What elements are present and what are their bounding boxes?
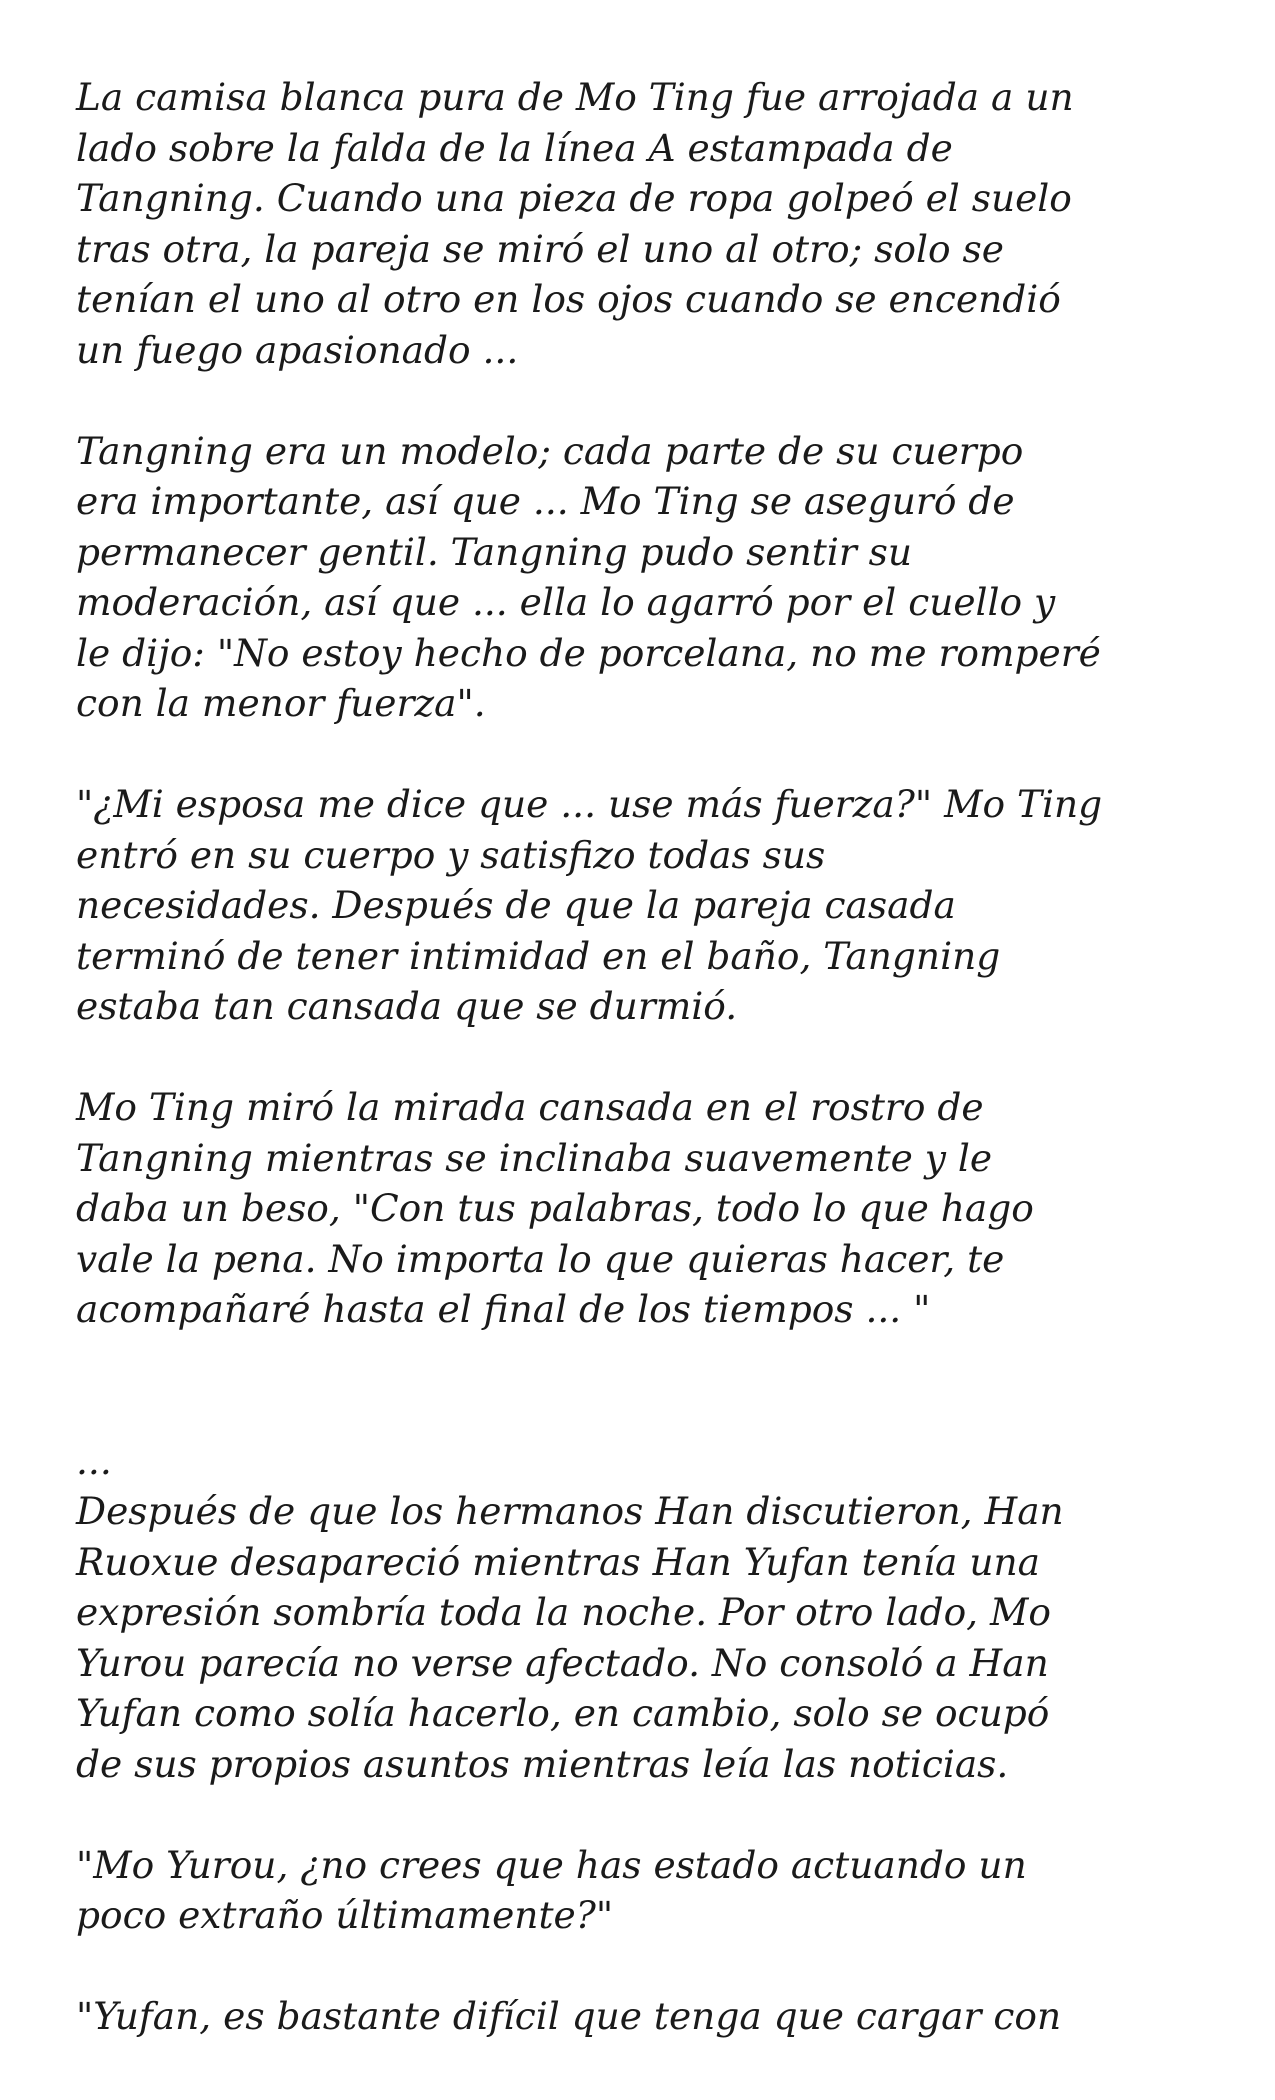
text-line: entró en su cuerpo y satisfizo todas sus [76,832,826,877]
paragraph-7 [76,1991,1216,2042]
document-page [76,72,1216,2042]
text-line: necesidades. Después de que la pareja casada [76,883,956,927]
text-line: Tangning. Cuando una pieza de ropa golpeó el suelo [76,176,1072,220]
text-line: vale la pena. No importa lo que quieras hacer, te [76,1236,1005,1281]
text-line: expresión sombría toda la noche. Por otro lado, Mo [76,1590,1051,1634]
text-line: Yufan como solía hacerlo, en cambio, solo se ocupó [76,1691,1050,1735]
text-line: La camisa blanca pura de Mo Ting fue arrojada a un [76,75,1074,119]
text-line: terminó de tener intimidad en el baño, Tangning [76,933,1001,978]
text-line: le dijo: "No estoy hecho de porcelana, no me romperé [76,630,1101,675]
text-line: un fuego apasionado ... [76,327,519,372]
paragraph-1 [76,72,1216,375]
text-line: tenían el uno al otro en los ojos cuando se encendió [76,277,1061,321]
text-line: Después de que los hermanos Han discutieron, Han [76,1489,1064,1533]
text-line: con la menor fuerza". [76,681,486,725]
text-line: Tangning era un modelo; cada parte de su cuerpo [76,428,1024,473]
text-line: poco extraño últimamente?" [76,1893,614,1937]
text-line: lado sobre la falda de la línea A estampada de [76,125,953,170]
text-line: Mo Ting miró la mirada cansada en el rostro de [76,1085,984,1129]
text-line: permanecer gentil. Tangning pudo sentir su [76,529,913,574]
text-line: Yurou parecía no verse afectado. No consoló a Han [76,1640,1049,1685]
paragraph-3 [76,779,1216,1032]
text-line: moderación, así que ... ella lo agarró por el cuello y [76,580,1056,624]
blank-line [76,1335,1216,1386]
paragraph-5 [76,1436,1216,1790]
paragraph-2 [76,426,1216,729]
text-line: daba un beso, "Con tus palabras, todo lo que hago [76,1186,1034,1230]
text-line: de sus propios asuntos mientras leía las noticias. [76,1741,1009,1786]
text-line: Ruoxue desapareció mientras Han Yufan tenía una [76,1539,1040,1584]
text-line: "Yufan, es bastante difícil que tenga que cargar con [76,1994,1062,2038]
text-line: acompañaré hasta el final de los tiempos ... " [76,1287,931,1331]
paragraph-4 [76,1082,1216,1385]
text-line: tras otra, la pareja se miró el uno al otro; solo se [76,226,1004,271]
scene-break: ... [76,1438,112,1483]
text-line: estaba tan cansada que se durmió. [76,984,738,1028]
text-line: "Mo Yurou, ¿no crees que has estado actuando un [76,1842,1027,1887]
text-line: Tangning mientras se inclinaba suavemente y le [76,1135,993,1180]
text-line: "¿Mi esposa me dice que ... use más fuerza?" Mo Ting [76,782,1103,826]
paragraph-6 [76,1840,1216,1941]
text-line: era importante, así que ... Mo Ting se aseguró de [76,479,1015,523]
